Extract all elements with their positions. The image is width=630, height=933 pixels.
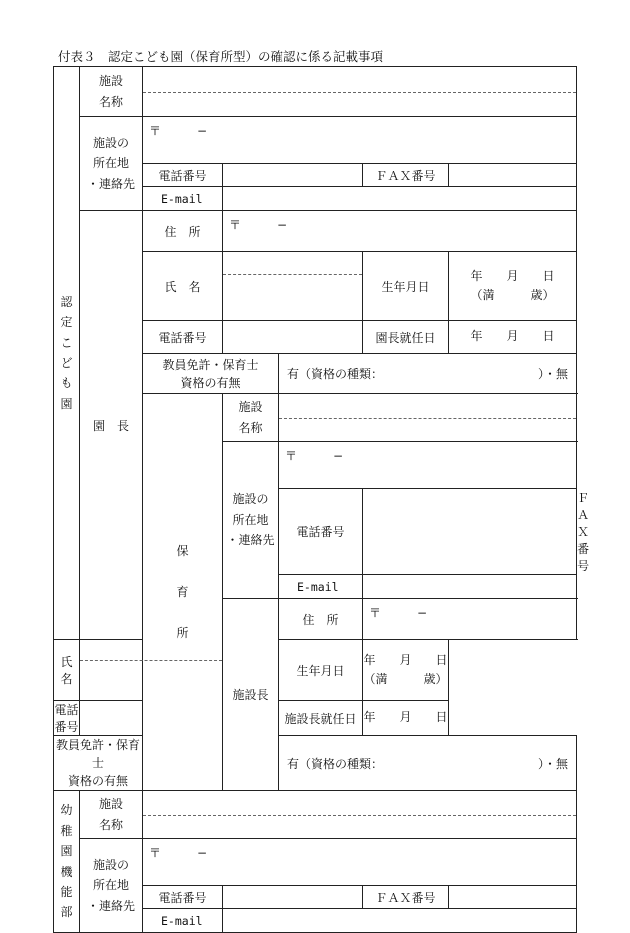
label-qualification-2: 教員免許・保育士 資格の有無 [54, 736, 143, 791]
label-facility-address: 施設の 所在地 ・連絡先 [80, 117, 143, 211]
head-name-field-2[interactable] [80, 640, 223, 701]
label-facility-name: 施設 名称 [80, 67, 143, 117]
label-facility-address-3: 施設の 所在地 ・連絡先 [80, 839, 143, 933]
label-phone-2: 電話番号 [279, 489, 363, 575]
facility-name-field-3[interactable] [143, 791, 577, 839]
head-name-field[interactable] [223, 252, 363, 321]
facility-address-field-3[interactable]: 〒 − [143, 839, 577, 886]
label-fax: ＦＡＸ番号 [363, 164, 449, 187]
label-head-name: 氏 名 [143, 252, 223, 321]
label-email-2: E-mail [279, 575, 363, 599]
email-field-3[interactable] [223, 909, 577, 933]
label-head-address: 住 所 [143, 211, 223, 252]
confirmation-form-table: 認 定 こ ど も 園 施設 名称 施設の 所在地 ・連絡先 〒 − 電話番号 ＦＡＸ番号 E-mail 園 長 住 所 〒 − 氏 名 生年月日 年 月 日 （満 歳） 電話番号 園長就任日 年 月 日 教員免許・保育士 資格の有無 有（資格の種類： ）・無 保 育 所 施設 名称 施設の 所在地 ・連絡先 〒 − 電話番号 ＦＡＸ番号 E-mail 施設長 住 所 〒 − 氏 名 生年月日 年 月 日 （満 歳） 電話番号 施設長就任日 年 月 日 教員免許・保育士 資格の有無 有（資格の種類： ）・無 幼 稚 園 機 能 部 施設 名称 施設の 所在地 ・連絡先 〒 − 電話番号 ＦＡＸ番号 E-mail [53, 66, 577, 933]
label-phone-3: 電話番号 [143, 886, 223, 909]
qualification-field[interactable]: 有（資格の種類： ）・無 [279, 354, 577, 394]
facility-name-field[interactable] [143, 67, 577, 117]
label-appointed: 園長就任日 [363, 321, 449, 354]
section-heading-youchien: 幼 稚 園 機 能 部 [54, 791, 80, 933]
section-heading-kodomoen: 認 定 こ ど も 園 [54, 67, 80, 640]
label-facility-name-2: 施設 名称 [223, 394, 279, 442]
head-phone-field-2[interactable] [80, 701, 223, 736]
label-email-3: E-mail [143, 909, 223, 933]
fax-field-3[interactable] [449, 886, 577, 909]
head-address-field-2[interactable]: 〒 − [363, 599, 577, 640]
birthdate-field-2[interactable]: 年 月 日 （満 歳） [363, 640, 449, 701]
appointed-date-field-2[interactable]: 年 月 日 [363, 701, 449, 736]
label-facility-name-3: 施設 名称 [80, 791, 143, 839]
label-birthdate-2: 生年月日 [279, 640, 363, 701]
label-facility-address-2: 施設の 所在地 ・連絡先 [223, 442, 279, 599]
qualification-field-2[interactable]: 有（資格の種類： ）・無 [279, 736, 577, 791]
head-phone-field[interactable] [223, 321, 363, 354]
label-appointed-2: 施設長就任日 [279, 701, 363, 736]
facility-address-field[interactable]: 〒 − [143, 117, 577, 164]
label-birthdate: 生年月日 [363, 252, 449, 321]
facility-name-field-2[interactable] [279, 394, 577, 442]
birthdate-field[interactable]: 年 月 日 （満 歳） [449, 252, 577, 321]
label-head-phone: 電話番号 [143, 321, 223, 354]
fax-field[interactable] [449, 164, 577, 187]
label-head: 園 長 [80, 211, 143, 640]
label-fax-3: ＦＡＸ番号 [363, 886, 449, 909]
phone-field-3[interactable] [223, 886, 363, 909]
facility-address-field-2[interactable]: 〒 − [279, 442, 577, 489]
appointed-date-field[interactable]: 年 月 日 [449, 321, 577, 354]
label-head-2: 施設長 [223, 599, 279, 791]
email-field-2[interactable] [363, 575, 577, 599]
label-head-name-2: 氏 名 [54, 640, 80, 701]
phone-field[interactable] [223, 164, 363, 187]
label-email: E-mail [143, 187, 223, 211]
label-phone: 電話番号 [143, 164, 223, 187]
label-qualification: 教員免許・保育士 資格の有無 [143, 354, 279, 394]
label-head-address-2: 住 所 [279, 599, 363, 640]
label-head-phone-2: 電話番号 [54, 701, 80, 736]
head-address-field[interactable]: 〒 − [223, 211, 577, 252]
section-heading-hoikusho: 保 育 所 [143, 394, 223, 791]
phone-field-2[interactable] [363, 489, 577, 575]
email-field[interactable] [223, 187, 577, 211]
page-title: 付表３ 認定こども園（保育所型）の確認に係る記載事項 [58, 49, 384, 64]
